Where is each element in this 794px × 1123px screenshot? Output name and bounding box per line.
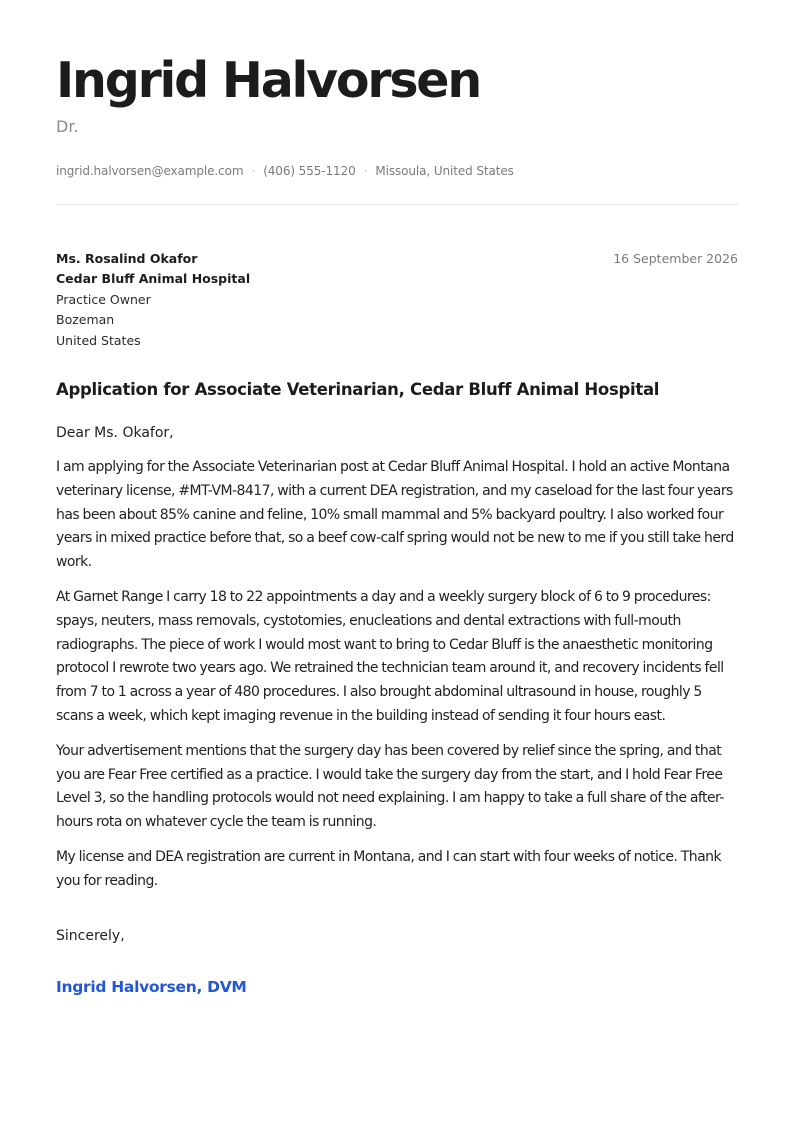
- applicant-title: Dr.: [56, 117, 79, 136]
- body-paragraph: My license and DEA registration are current in Montana, and I can start with four weeks of notice. Thank you for reading.: [56, 848, 722, 889]
- email-text: ingrid.halvorsen@example.com: [56, 164, 244, 178]
- contact-line: [56, 163, 738, 179]
- salutation: Dear Ms. Okafor,: [56, 425, 174, 441]
- applicant-name: Ingrid Halvorsen: [56, 52, 481, 109]
- body-paragraph: I am applying for the Associate Veterinarian post at Cedar Bluff Animal Hospital. I hold an active Montana veterinary license, #MT-VM-8417, with a current DEA registration, and my caseload for the last four years has been about 85% canine and feline, 10% small mammal and 5% backyard poultry. I also worked four years in mixed practice before that, so a beef cow-calf spring would not be new to me if you still take herd work.: [56, 459, 734, 571]
- header-divider: [56, 204, 738, 205]
- recipient-role: Practice Owner: [56, 291, 151, 307]
- recipient-city: Bozeman: [56, 312, 115, 328]
- signature: Ingrid Halvorsen, DVM: [56, 977, 247, 996]
- recipient-country: United States: [56, 332, 141, 348]
- body-paragraph: At Garnet Range I carry 18 to 22 appointments a day and a weekly surgery block of 6 to 9 procedures: spays, neuters, mass removals, cystotomies, enucleations and dental extractions with full-mouth radiographs. The piece of work I would most want to bring to Cedar Bluff is the anaesthetic monitoring protocol I rewrote two years ago. We retrained the technician team around it, and recovery incidents fell from 7 to 1 across a year of 480 procedures. I also brought abdominal ultrasound in house, roughly 5 scans a week, which kept imaging revenue in the building instead of sending it four hours east.: [56, 588, 724, 724]
- letter-subject: Application for Associate Veterinarian, Cedar Bluff Animal Hospital: [56, 380, 660, 399]
- body-paragraph: Your advertisement mentions that the surgery day has been covered by relief since the spring, and that you are Fear Free certified as a practice. I would take the surgery day from the start, and I hold Fear Free Level 3, so the handling protocols would not need explaining. I am happy to take a full share of the after-hours rota on whatever cycle the team is running.: [56, 742, 724, 831]
- contact-separator: ·: [363, 164, 368, 178]
- recipient-name: Ms. Rosalind Okafor: [56, 251, 198, 266]
- recipient-organization: Cedar Bluff Animal Hospital: [56, 271, 251, 287]
- phone-text: (406) 555-1120: [263, 164, 356, 178]
- closing: Sincerely,: [56, 927, 125, 944]
- location-text: Missoula, United States: [375, 164, 514, 178]
- letter-date: 16 September 2026: [613, 251, 738, 266]
- contact-separator: ·: [251, 164, 256, 178]
- letter-meta: [56, 249, 738, 348]
